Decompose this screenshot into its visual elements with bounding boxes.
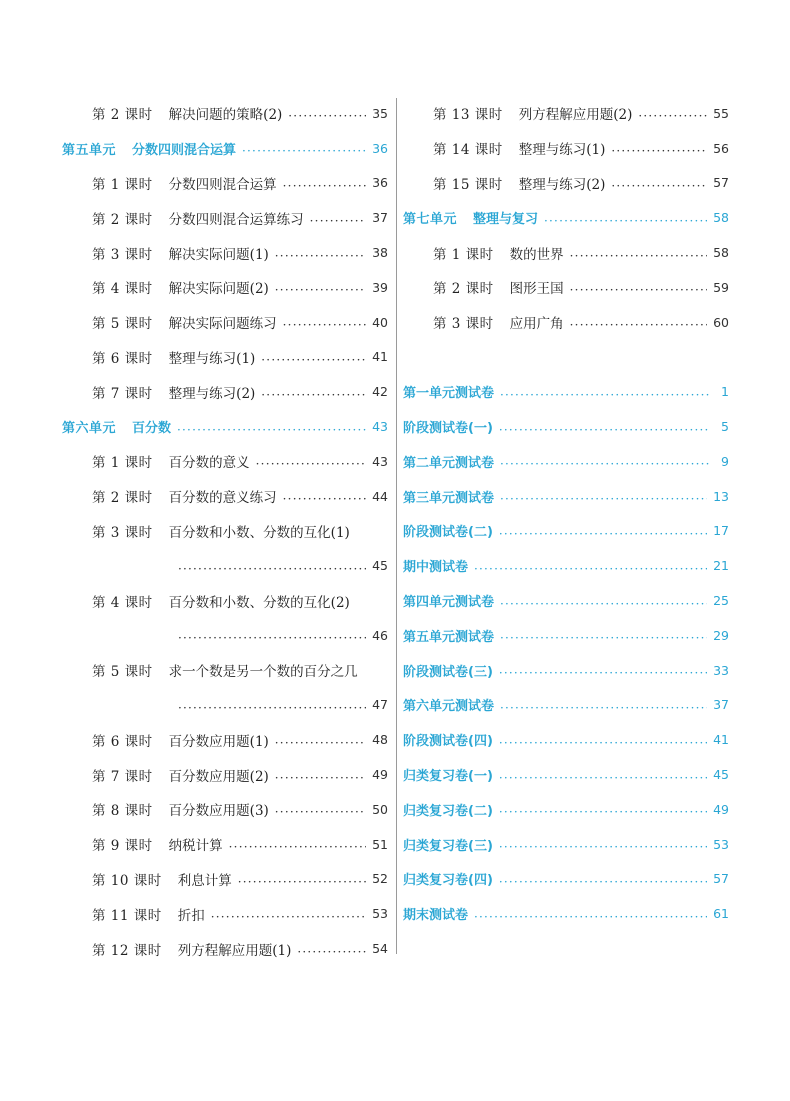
toc-lesson-entry[interactable]: [403, 131, 729, 166]
test-title: 第二单元测试卷: [403, 455, 495, 471]
page-number: 48: [372, 732, 388, 748]
toc-test-entry[interactable]: [403, 688, 729, 723]
toc-lesson-continuation[interactable]: [62, 688, 388, 723]
dot-leader: [570, 317, 707, 331]
lesson-title: 整理与练习(1): [518, 142, 606, 159]
page-number: 17: [713, 523, 729, 539]
page-number: 36: [372, 140, 388, 156]
unit-number: 第五单元: [62, 142, 117, 158]
toc-lesson-entry[interactable]: [62, 514, 388, 549]
page-number: 60: [713, 314, 729, 330]
page-number: 61: [713, 906, 729, 922]
page-number: 35: [372, 105, 388, 121]
dot-leader: [611, 143, 707, 157]
dot-leader: [499, 804, 707, 818]
lesson-number: 第 3 课时: [433, 316, 494, 333]
dot-leader: [499, 422, 709, 436]
dot-leader: [570, 282, 707, 296]
page-number: 45: [713, 767, 729, 783]
dot-leader: [256, 456, 366, 470]
toc-test-entry[interactable]: [403, 896, 729, 931]
lesson-title: 百分数应用题(1): [168, 733, 269, 750]
lesson-number: 第 12 课时: [92, 942, 162, 959]
toc-lesson-entry[interactable]: [62, 270, 388, 305]
lesson-number: 第 9 课时: [92, 838, 153, 855]
lesson-title: 数的世界: [509, 246, 564, 263]
toc-lesson-entry[interactable]: [62, 235, 388, 270]
page-number: 59: [713, 279, 729, 295]
lesson-title: 图形王国: [509, 281, 564, 298]
page-number: 43: [372, 419, 388, 435]
lesson-title: 列方程解应用题(2): [518, 107, 633, 124]
toc-lesson-entry[interactable]: [62, 792, 388, 827]
page-number: 9: [721, 453, 729, 469]
column-divider: [396, 98, 397, 954]
lesson-number: 第 3 课时: [92, 524, 153, 541]
dot-leader: [283, 491, 366, 505]
lesson-title: 百分数的意义: [168, 455, 250, 472]
page-number: 25: [713, 593, 729, 609]
toc-test-entry[interactable]: [403, 444, 729, 479]
toc-lesson-continuation[interactable]: [62, 618, 388, 653]
lesson-number: 第 15 课时: [433, 176, 503, 193]
lesson-number: 第 11 课时: [92, 907, 162, 924]
toc-lesson-entry[interactable]: [403, 305, 729, 340]
toc-test-entry[interactable]: [403, 479, 729, 514]
lesson-number: 第 4 课时: [92, 281, 153, 298]
lesson-number: 第 5 课时: [92, 664, 153, 681]
dot-leader: [500, 456, 709, 470]
toc-test-entry[interactable]: [403, 583, 729, 618]
lesson-title: 应用广角: [509, 316, 564, 333]
dot-leader: [177, 422, 366, 436]
dot-leader: [275, 770, 366, 784]
lesson-title: 整理与练习(2): [168, 385, 256, 402]
dot-leader: [499, 665, 707, 679]
toc-test-entry[interactable]: [403, 862, 729, 897]
dot-leader: [275, 282, 366, 296]
page-number: 37: [713, 697, 729, 713]
dot-leader: [211, 909, 366, 923]
lesson-number: 第 8 课时: [92, 803, 153, 820]
toc-test-entry[interactable]: [403, 722, 729, 757]
dot-leader: [229, 839, 366, 853]
dot-leader: [242, 143, 366, 157]
lesson-title: 解决实际问题练习: [168, 316, 277, 333]
toc-lesson-entry[interactable]: [62, 200, 388, 235]
dot-leader: [500, 387, 709, 401]
page-number: 5: [721, 419, 729, 435]
dot-leader: [275, 248, 366, 262]
page-number: 47: [372, 697, 388, 713]
lesson-title: 整理与练习(2): [518, 176, 606, 193]
toc-lesson-entry[interactable]: [62, 166, 388, 201]
dot-leader: [474, 561, 707, 575]
page-number: 33: [713, 662, 729, 678]
page-number: 49: [713, 801, 729, 817]
toc-right-column: [403, 96, 729, 931]
page-number: 51: [372, 836, 388, 852]
unit-title: 整理与复习: [473, 212, 539, 228]
page-number: 53: [713, 836, 729, 852]
test-title: 第一单元测试卷: [403, 386, 495, 402]
test-title: 阶段测试卷(一): [403, 421, 493, 437]
page-number: 45: [372, 558, 388, 574]
page-number: 41: [713, 732, 729, 748]
lesson-title: 百分数和小数、分数的互化(2): [168, 594, 350, 611]
page-number: 46: [372, 627, 388, 643]
dot-leader: [500, 630, 707, 644]
toc-test-entry[interactable]: [403, 374, 729, 409]
page-number: 57: [713, 175, 729, 191]
page-number: 57: [713, 871, 729, 887]
dot-leader: [288, 108, 366, 122]
toc-unit-heading[interactable]: [62, 131, 388, 166]
lesson-number: 第 6 课时: [92, 350, 153, 367]
test-title: 归类复习卷(一): [403, 769, 493, 785]
lesson-title: 解决实际问题(1): [168, 246, 269, 263]
toc-lesson-entry[interactable]: [62, 374, 388, 409]
page-number: 39: [372, 279, 388, 295]
toc-unit-heading[interactable]: [403, 200, 729, 235]
dot-leader: [499, 839, 707, 853]
test-title: 归类复习卷(二): [403, 803, 493, 819]
page-number: 58: [713, 245, 729, 261]
unit-title: 分数四则混合运算: [132, 142, 237, 158]
lesson-title: 列方程解应用题(1): [177, 942, 292, 959]
toc-test-entry[interactable]: [403, 409, 729, 444]
unit-number: 第七单元: [403, 212, 458, 228]
lesson-number: 第 2 课时: [92, 490, 153, 507]
toc-test-entry[interactable]: [403, 792, 729, 827]
lesson-number: 第 2 课时: [92, 211, 153, 228]
toc-test-entry[interactable]: [403, 548, 729, 583]
lesson-title: 利息计算: [177, 872, 232, 889]
lesson-number: 第 10 课时: [92, 872, 162, 889]
page-number: 49: [372, 767, 388, 783]
page-number: 37: [372, 210, 388, 226]
dot-leader: [261, 387, 366, 401]
test-title: 期中测试卷: [403, 560, 469, 576]
page-number: 36: [372, 175, 388, 191]
page-number: 1: [721, 384, 729, 400]
toc-lesson-entry[interactable]: [62, 340, 388, 375]
page-number: 43: [372, 453, 388, 469]
toc-lesson-entry[interactable]: [62, 722, 388, 757]
lesson-number: 第 1 课时: [92, 455, 153, 472]
unit-title: 百分数: [132, 421, 172, 437]
lesson-number: 第 3 课时: [92, 246, 153, 263]
page-number: 40: [372, 314, 388, 330]
lesson-title: 求一个数是另一个数的百分之几: [168, 664, 358, 681]
lesson-title: 分数四则混合运算练习: [168, 211, 304, 228]
lesson-number: 第 14 课时: [433, 142, 503, 159]
dot-leader: [500, 596, 707, 610]
dot-leader: [499, 874, 707, 888]
dot-leader: [310, 213, 366, 227]
lesson-title: 纳税计算: [168, 838, 223, 855]
toc-lesson-entry[interactable]: [403, 96, 729, 131]
page-number: 41: [372, 349, 388, 365]
lesson-title: 分数四则混合运算: [168, 176, 277, 193]
toc-lesson-entry[interactable]: [62, 583, 388, 618]
toc-test-entry[interactable]: [403, 827, 729, 862]
page-number: 44: [372, 488, 388, 504]
dot-leader: [499, 735, 707, 749]
lesson-title: 百分数应用题(2): [168, 768, 269, 785]
toc-lesson-entry[interactable]: [62, 479, 388, 514]
test-title: 归类复习卷(四): [403, 873, 493, 889]
lesson-title: 整理与练习(1): [168, 350, 256, 367]
toc-unit-heading[interactable]: [62, 409, 388, 444]
toc-test-entry[interactable]: [403, 757, 729, 792]
toc-lesson-entry[interactable]: [62, 862, 388, 897]
lesson-title: 折扣: [177, 907, 205, 924]
test-title: 第三单元测试卷: [403, 490, 495, 506]
toc-lesson-entry[interactable]: [62, 444, 388, 479]
lesson-number: 第 2 课时: [92, 107, 153, 124]
dot-leader: [570, 248, 707, 262]
dot-leader: [499, 770, 707, 784]
dot-leader: [178, 700, 366, 714]
dot-leader: [275, 735, 366, 749]
page-number: 38: [372, 245, 388, 261]
dot-leader: [283, 317, 366, 331]
lesson-number: 第 4 课时: [92, 594, 153, 611]
lesson-number: 第 5 课时: [92, 316, 153, 333]
lesson-number: 第 13 课时: [433, 107, 503, 124]
dot-leader: [544, 213, 707, 227]
test-title: 第五单元测试卷: [403, 629, 495, 645]
test-title: 阶段测试卷(三): [403, 664, 493, 680]
page-number: 29: [713, 627, 729, 643]
page-number: 58: [713, 210, 729, 226]
lesson-number: 第 1 课时: [92, 176, 153, 193]
toc-lesson-entry[interactable]: [403, 166, 729, 201]
page-number: 13: [713, 488, 729, 504]
lesson-title: 解决实际问题(2): [168, 281, 269, 298]
toc-lesson-entry[interactable]: [62, 96, 388, 131]
page-number: 55: [713, 105, 729, 121]
test-title: 阶段测试卷(二): [403, 525, 493, 541]
test-title: 第六单元测试卷: [403, 699, 495, 715]
test-title: 阶段测试卷(四): [403, 734, 493, 750]
dot-leader: [499, 526, 707, 540]
dot-leader: [238, 874, 366, 888]
lesson-title: 百分数和小数、分数的互化(1): [168, 524, 350, 541]
toc-lesson-entry[interactable]: [62, 827, 388, 862]
test-title: 第四单元测试卷: [403, 595, 495, 611]
toc-lesson-entry[interactable]: [403, 235, 729, 270]
dot-leader: [261, 352, 366, 366]
dot-leader: [178, 561, 366, 575]
page-number: 53: [372, 906, 388, 922]
toc-lesson-entry[interactable]: [62, 931, 388, 966]
toc-lesson-entry[interactable]: [62, 757, 388, 792]
page-number: 50: [372, 801, 388, 817]
unit-number: 第六单元: [62, 421, 117, 437]
dot-leader: [500, 491, 707, 505]
lesson-number: 第 7 课时: [92, 385, 153, 402]
toc-test-entry[interactable]: [403, 653, 729, 688]
dot-leader: [178, 630, 366, 644]
lesson-title: 解决问题的策略(2): [168, 107, 283, 124]
toc-lesson-entry[interactable]: [62, 896, 388, 931]
dot-leader: [283, 178, 366, 192]
dot-leader: [474, 909, 707, 923]
dot-leader: [638, 108, 707, 122]
toc-lesson-entry[interactable]: [62, 305, 388, 340]
lesson-title: 百分数应用题(3): [168, 803, 269, 820]
page-number: 42: [372, 384, 388, 400]
toc-test-entry[interactable]: [403, 514, 729, 549]
toc-test-entry[interactable]: [403, 618, 729, 653]
dot-leader: [275, 804, 366, 818]
dot-leader: [611, 178, 707, 192]
page-number: 52: [372, 871, 388, 887]
test-title: 期末测试卷: [403, 908, 469, 924]
toc-left-column: [62, 96, 388, 966]
toc-lesson-entry[interactable]: [62, 653, 388, 688]
page-number: 21: [713, 558, 729, 574]
lesson-number: 第 2 课时: [433, 281, 494, 298]
toc-lesson-entry[interactable]: [403, 270, 729, 305]
lesson-number: 第 7 课时: [92, 768, 153, 785]
lesson-number: 第 1 课时: [433, 246, 494, 263]
page-number: 54: [372, 941, 388, 957]
lesson-title: 百分数的意义练习: [168, 490, 277, 507]
lesson-number: 第 6 课时: [92, 733, 153, 750]
dot-leader: [500, 700, 707, 714]
page-number: 56: [713, 140, 729, 156]
dot-leader: [297, 944, 366, 958]
toc-lesson-continuation[interactable]: [62, 548, 388, 583]
test-title: 归类复习卷(三): [403, 838, 493, 854]
